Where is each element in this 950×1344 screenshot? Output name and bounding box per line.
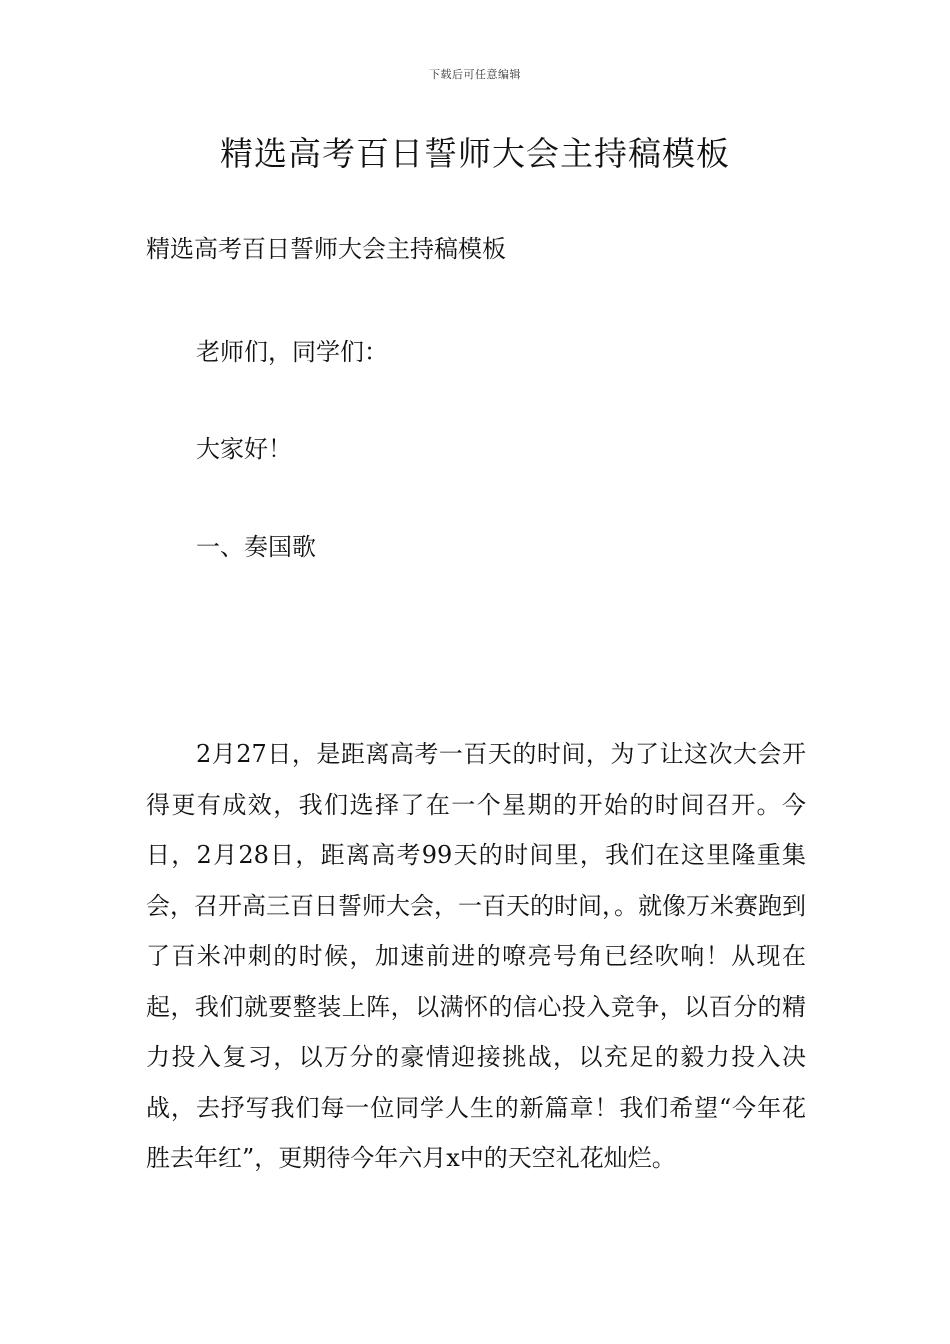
section-heading: 一、奏国歌 [196, 533, 316, 561]
hello-line: 大家好！ [196, 435, 292, 463]
greeting-line: 老师们，同学们： [196, 338, 388, 366]
header-note: 下载后可任意编辑 [429, 68, 521, 81]
body-paragraph: 2月27日，是距离高考一百天的时间，为了让这次大会开得更有成效，我们选择了在一个星期的开始的时间召开。今日，2月28日，距离高考99天的时间里，我们在这里隆重集会，召开高三百日誓师大会，一百天的时间，。就像万米赛跑到了百米冲刺的时候，加速前进的嘹亮号角已经吹响！从现在起，我们就要整装上阵，以满怀的信心投入竞争，以百分的精力投入复习，以万分的豪情迎接挑战，以充足的毅力投入决战，去抒写我们每一位同学人生的新篇章！我们希望“今年花胜去年红”，更期待今年六月x中的天空礼花灿烂。 [146, 740, 806, 1172]
document-title: 精选高考百日誓师大会主持稿模板 [220, 134, 730, 173]
document-subtitle: 精选高考百日誓师大会主持稿模板 [146, 235, 506, 263]
